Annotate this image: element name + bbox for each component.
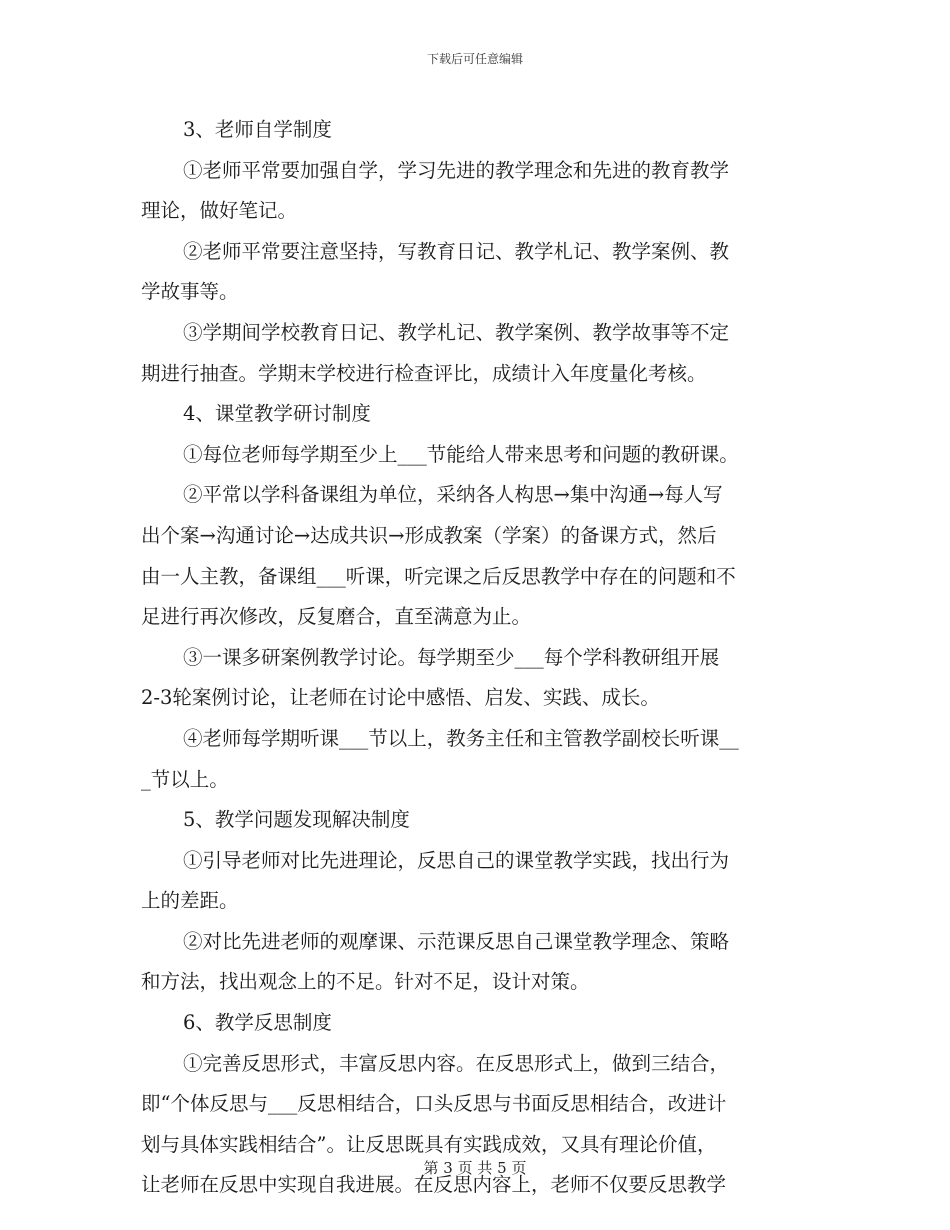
text-line: 让老师在反思中实现自我进展。在反思内容上，老师不仅要反思教学 bbox=[141, 1173, 727, 1197]
text-line: ①老师平常要加强自学，学习先进的教学理念和先进的教育教学 bbox=[183, 158, 730, 182]
text-line: ②平常以学科备课组为单位，采纳各人构思→集中沟通→每人写 bbox=[183, 483, 723, 507]
text-line: ①完善反思形式，丰富反思内容。在反思形式上，做到三结合， bbox=[183, 1051, 730, 1075]
document-body bbox=[141, 110, 809, 1206]
text-line: ③一课多研案例教学讨论。每学期至少___每个学科教研组开展 bbox=[183, 645, 720, 669]
text-line: 5、教学问题发现解决制度 bbox=[183, 808, 410, 832]
text-line: 期进行抽查。学期末学校进行检查评比，成绩计入年度量化考核。 bbox=[141, 361, 707, 385]
text-line: ①引导老师对比先进理论，反思自己的课堂教学实践，找出行为 bbox=[183, 848, 730, 872]
text-line: 理论，做好笔记。 bbox=[141, 199, 298, 223]
text-line: ②老师平常要注意坚持，写教育日记、教学札记、教学案例、教 bbox=[183, 239, 730, 263]
text-line: 和方法，找出观念上的不足。针对不足，设计对策。 bbox=[141, 970, 590, 994]
text-line: 出个案→沟通讨论→达成共识→形成教案（学案）的备课方式，然后 bbox=[141, 523, 717, 547]
text-line: 4、课堂教学研讨制度 bbox=[183, 402, 371, 426]
text-line: _节以上。 bbox=[141, 767, 229, 791]
text-line: ③学期间学校教育日记、教学札记、教学案例、教学故事等不定 bbox=[183, 320, 730, 344]
page-footer: 第 3 页 共 5 页 bbox=[423, 1159, 527, 1177]
text-line: 足进行再次修改，反复磨合，直至满意为止。 bbox=[141, 605, 532, 629]
page-header: 下载后可任意编辑 bbox=[426, 52, 523, 66]
text-line: 划与具体实践相结合”。让反思既具有实践成效，又具有理论价值， bbox=[141, 1132, 717, 1156]
text-line: 即“个体反思与___反思相结合，口头反思与书面反思相结合，改进计 bbox=[141, 1092, 727, 1116]
text-line: 学故事等。 bbox=[141, 280, 239, 304]
text-line: 2-3轮案例讨论，让老师在讨论中感悟、启发、实践、成长。 bbox=[141, 686, 660, 710]
text-line: 3、老师自学制度 bbox=[183, 118, 332, 141]
text-line: ②对比先进老师的观摩课、示范课反思自己课堂教学理念、策略 bbox=[183, 929, 730, 953]
text-line: 上的差距。 bbox=[141, 889, 239, 913]
text-line: 6、教学反思制度 bbox=[183, 1011, 332, 1035]
text-line: ①每位老师每学期至少上___节能给人带来思考和问题的教研课。 bbox=[183, 442, 739, 466]
text-line: 由一人主教，备课组___听课，听完课之后反思教学中存在的问题和不 bbox=[141, 564, 736, 588]
text-line: ④老师每学期听课___节以上，教务主任和主管教学副校长听课__ bbox=[183, 726, 739, 750]
